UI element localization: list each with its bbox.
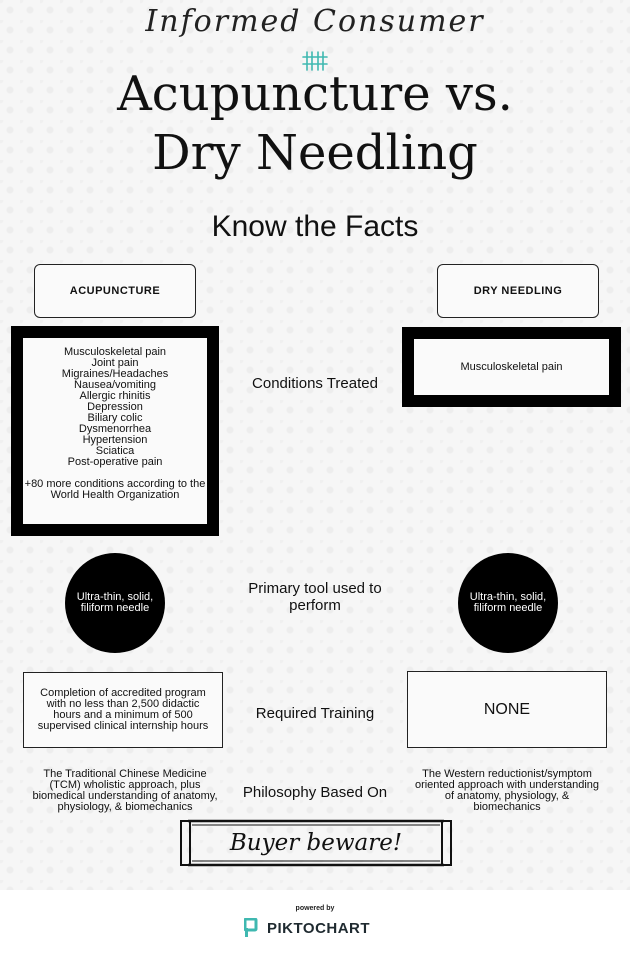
philosophy-label: Philosophy Based On — [242, 784, 388, 801]
subtitle: Know the Facts — [211, 210, 419, 243]
condition-item: Musculoskeletal pain — [63, 346, 167, 358]
dry-needling-tool-text: Ultra-thin, solid, filiform needle — [469, 591, 547, 614]
dry-needling-header: DRY NEEDLING — [437, 264, 599, 318]
brand-link[interactable] — [244, 917, 370, 939]
condition-item: Sciatica — [95, 445, 135, 457]
dry-needling-training: NONE — [483, 700, 531, 718]
buyer-beware-banner — [178, 818, 454, 868]
conditions-note: +80 more conditions according to the World Health Organization — [24, 478, 206, 501]
training-label: Required Training — [255, 705, 375, 722]
condition-item: Migraines/Headaches — [61, 368, 169, 380]
condition-item: Post-operative pain — [67, 456, 163, 468]
acupuncture-training: Completion of accredited program with no less than 2,500 didactic hours and a minimum of 500 supervised clinical internship hours — [37, 687, 209, 732]
dry-needling-conditions: Musculoskeletal pain — [460, 360, 563, 373]
acupuncture-training-box — [23, 672, 223, 748]
piktochart-logo-icon — [244, 918, 262, 938]
condition-item: Depression — [87, 401, 143, 413]
powered-by: powered by — [295, 905, 335, 912]
script-title: Informed Consumer — [145, 4, 485, 39]
acupuncture-header: ACUPUNCTURE — [34, 264, 196, 318]
conditions-label: Conditions Treated — [252, 375, 378, 392]
condition-item: Joint pain — [91, 357, 139, 369]
title-line-1: Acupuncture vs. — [117, 66, 513, 122]
dry-needling-tool-circle — [458, 553, 558, 653]
acupuncture-philosophy: The Traditional Chinese Medicine (TCM) wholistic approach, plus biomedical understanding of anatomy, physiology, & biomechanics — [32, 768, 218, 813]
brand-name: PIKTOCHART — [267, 919, 371, 937]
condition-item: Nausea/vomiting — [74, 379, 156, 391]
dry-needling-training-box — [407, 671, 607, 748]
acupuncture-tool-circle — [65, 553, 165, 653]
footer — [0, 890, 630, 954]
acupuncture-tool-text: Ultra-thin, solid, filiform needle — [76, 591, 154, 614]
dry-needling-philosophy: The Western reductionist/symptom oriented approach with understanding of anatomy, physiology, & biomechanics — [414, 768, 600, 813]
condition-item: Dysmenorrhea — [78, 423, 152, 435]
condition-item: Hypertension — [82, 434, 148, 446]
tool-label: Primary tool used to perform — [248, 580, 382, 614]
title-line-2: Dry Needling — [152, 125, 478, 181]
dry-needling-conditions-box — [402, 327, 621, 407]
condition-item: Allergic rhinitis — [79, 390, 151, 402]
acupuncture-conditions-box — [11, 326, 219, 536]
conditions-list — [23, 347, 207, 468]
buyer-beware-text: Buyer beware! — [229, 830, 403, 856]
condition-item: Biliary colic — [87, 412, 143, 424]
